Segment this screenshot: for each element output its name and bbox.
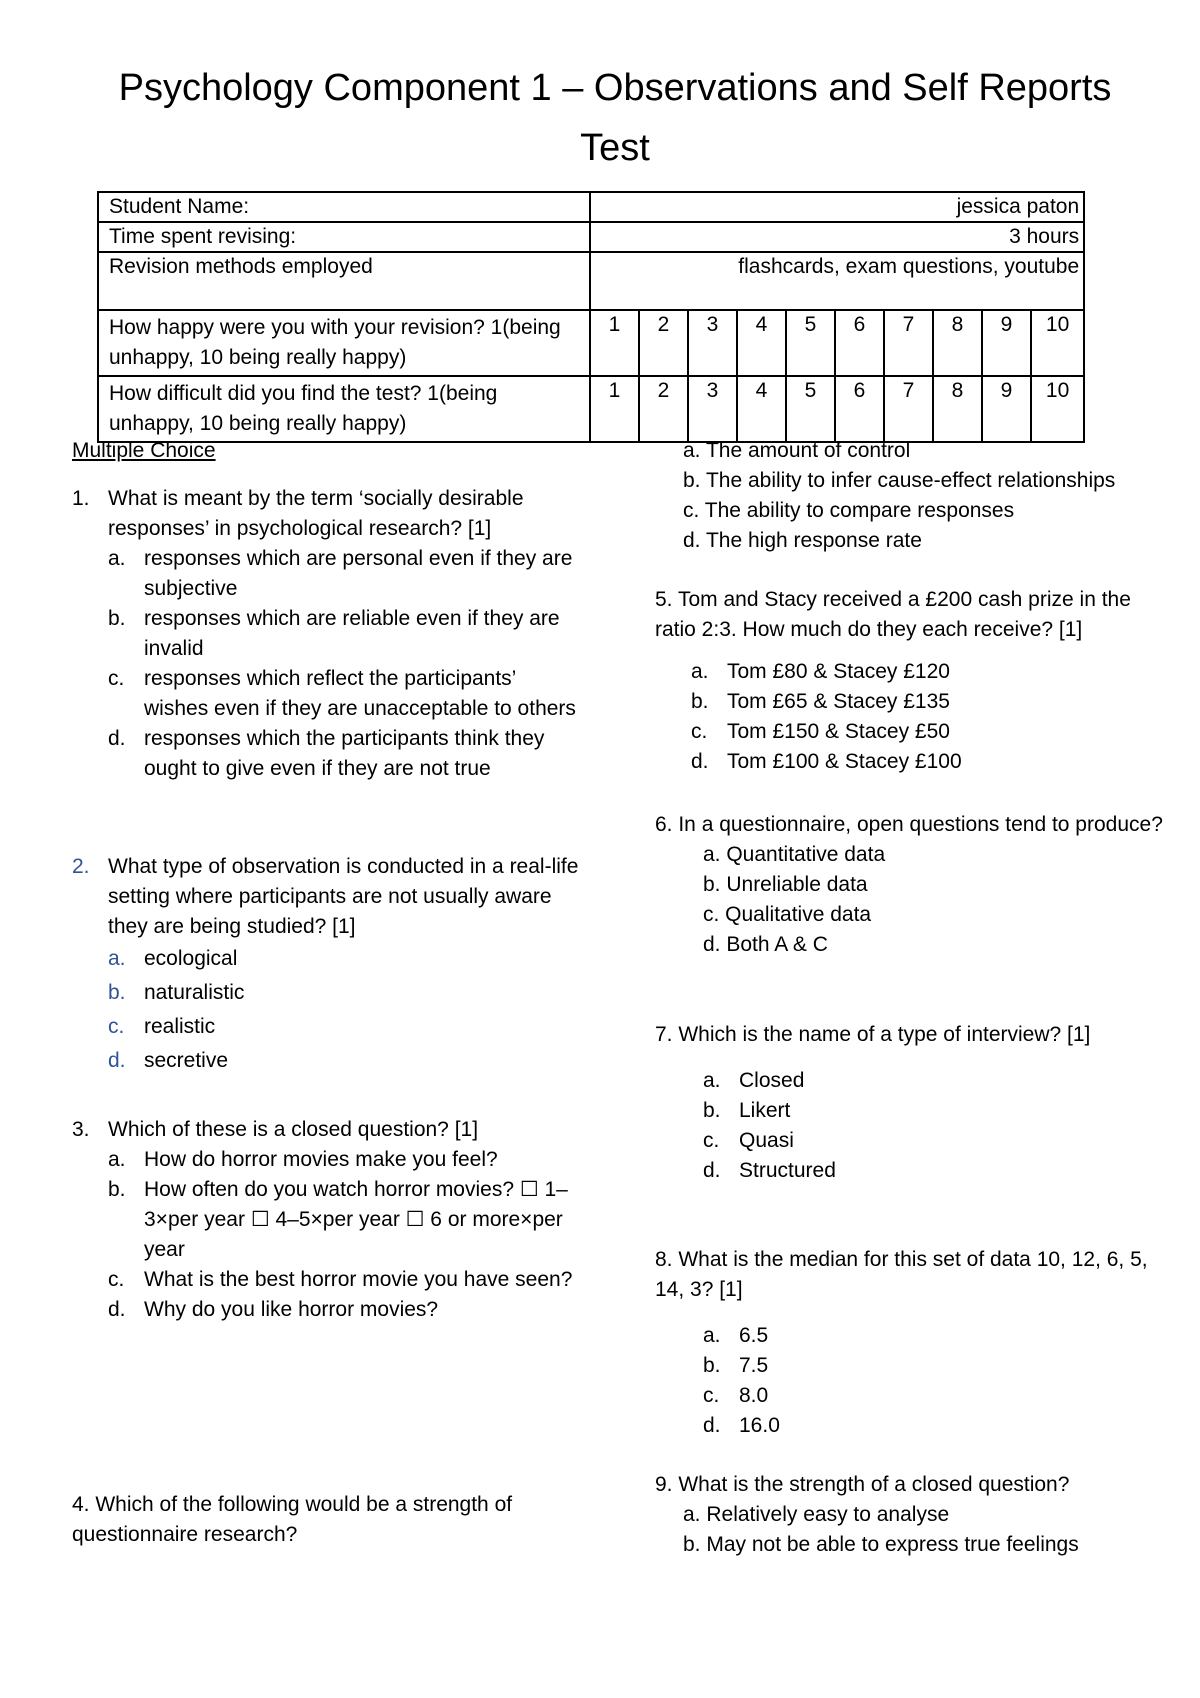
- q8-text: 8. What is the median for this set of data 10, 12, 6, 5, 14, 3? [1]: [655, 1248, 1148, 1301]
- q5-option-a-text: Tom £80 & Stacey £120: [727, 660, 950, 683]
- q8-option-a-letter: a.: [703, 1324, 721, 1347]
- q8-option-d[interactable]: [703, 1411, 1165, 1441]
- q2-option-a[interactable]: [108, 942, 582, 976]
- question-6: [655, 810, 1165, 960]
- question-7: [655, 1020, 1165, 1186]
- q8-option-a-text: 6.5: [739, 1324, 769, 1347]
- q5-option-d-text: Tom £100 & Stacey £100: [727, 750, 962, 773]
- q7-option-b-letter: b.: [703, 1099, 721, 1122]
- q8-option-d-letter: d.: [703, 1414, 721, 1437]
- q2-option-c-text: realistic: [144, 1015, 216, 1038]
- q2-option-b[interactable]: [108, 976, 582, 1010]
- q5-option-a-letter: a.: [691, 660, 709, 683]
- q8-option-b-text: 7.5: [739, 1354, 769, 1377]
- difficult-label: How difficult did you find the test? 1(being unhappy, 10 being really happy): [98, 376, 590, 442]
- q2-text: What type of observation is conducted in a real-life setting where participants are not usually aware they are being studied? [1]: [108, 855, 579, 938]
- q5-option-c-letter: c.: [691, 720, 708, 743]
- q8-option-b[interactable]: [703, 1351, 1165, 1381]
- q3-option-d-text: Why do you like horror movies?: [144, 1298, 439, 1321]
- difficult-scale-9[interactable]: 9: [982, 376, 1031, 442]
- q3-option-a-text: How do horror movies make you feel?: [144, 1148, 498, 1171]
- q5-option-b-letter: b.: [691, 690, 709, 713]
- q7-option-d-letter: d.: [703, 1159, 721, 1182]
- q1-option-b-text: responses which are reliable even if they are invalid: [144, 607, 560, 660]
- time-row: [98, 222, 1084, 252]
- q3-text: Which of these is a closed question? [1]: [108, 1118, 479, 1141]
- happy-scale-6[interactable]: 6: [835, 310, 884, 376]
- difficult-scale-2[interactable]: 2: [639, 376, 688, 442]
- q9-option-a[interactable]: a. Relatively easy to analyse: [683, 1503, 950, 1526]
- q2-option-a-letter: a.: [108, 947, 126, 970]
- q1-option-c[interactable]: [108, 664, 582, 724]
- question-9: [655, 1470, 1165, 1560]
- title-line-1: Psychology Component 1 – Observations and Self Reports: [118, 67, 1112, 109]
- q3-option-d-letter: d.: [108, 1298, 126, 1321]
- multiple-choice-heading: Multiple Choice: [72, 439, 216, 462]
- q7-option-b[interactable]: [703, 1096, 1165, 1126]
- q1-number: 1.: [72, 487, 90, 510]
- q4-option-c[interactable]: c. The ability to compare responses: [683, 499, 1015, 522]
- q8-option-c-letter: c.: [703, 1384, 720, 1407]
- q5-option-b-text: Tom £65 & Stacey £135: [727, 690, 950, 713]
- q8-option-a[interactable]: [703, 1321, 1165, 1351]
- difficult-scale-1[interactable]: 1: [590, 376, 639, 442]
- q1-option-b[interactable]: [108, 604, 582, 664]
- happy-row: [98, 310, 1084, 376]
- q2-option-d[interactable]: [108, 1044, 582, 1078]
- happy-scale-8[interactable]: 8: [933, 310, 982, 376]
- q1-option-a-text: responses which are personal even if they are subjective: [144, 547, 573, 600]
- happy-scale-5[interactable]: 5: [786, 310, 835, 376]
- question-8: [655, 1245, 1165, 1441]
- happy-scale-3[interactable]: 3: [688, 310, 737, 376]
- difficult-scale-6[interactable]: 6: [835, 376, 884, 442]
- q3-option-b[interactable]: [108, 1175, 582, 1265]
- student-name-value[interactable]: jessica paton: [590, 192, 1084, 222]
- q1-option-a[interactable]: [108, 544, 582, 604]
- question-2: [72, 852, 582, 1078]
- q5-option-d[interactable]: [691, 747, 1165, 777]
- question-1: [72, 484, 582, 784]
- q6-option-b[interactable]: b. Unreliable data: [703, 873, 868, 896]
- difficult-scale-5[interactable]: 5: [786, 376, 835, 442]
- q2-option-c-letter: c.: [108, 1015, 125, 1038]
- happy-scale-9[interactable]: 9: [982, 310, 1031, 376]
- q1-option-d-text: responses which the participants think they ought to give even if they are not true: [144, 727, 545, 780]
- q7-option-d[interactable]: [703, 1156, 1165, 1186]
- q7-option-d-text: Structured: [739, 1159, 836, 1182]
- q5-text: 5. Tom and Stacy received a £200 cash prize in the ratio 2:3. How much do they each receive? [1]: [655, 588, 1131, 641]
- q7-option-a[interactable]: [703, 1066, 1165, 1096]
- q2-option-a-text: ecological: [144, 947, 238, 970]
- q3-option-a[interactable]: [108, 1145, 582, 1175]
- q2-number: 2.: [72, 855, 90, 878]
- happy-scale-4[interactable]: 4: [737, 310, 786, 376]
- q1-option-d-letter: d.: [108, 727, 126, 750]
- q2-option-b-letter: b.: [108, 981, 126, 1004]
- q2-option-d-letter: d.: [108, 1049, 126, 1072]
- q4-option-b[interactable]: b. The ability to infer cause-effect relationships: [683, 469, 1116, 492]
- q7-option-a-letter: a.: [703, 1069, 721, 1092]
- q3-option-c-letter: c.: [108, 1268, 125, 1291]
- q2-option-d-text: secretive: [144, 1049, 229, 1072]
- q3-option-a-letter: a.: [108, 1148, 126, 1171]
- q7-option-c[interactable]: [703, 1126, 1165, 1156]
- q5-option-d-letter: d.: [691, 750, 709, 773]
- q1-option-c-text: responses which reflect the participants’ wishes even if they are unacceptable to others: [144, 667, 576, 720]
- q6-option-a[interactable]: a. Quantitative data: [703, 843, 886, 866]
- happy-label: How happy were you with your revision? 1(being unhappy, 10 being really happy): [98, 310, 590, 376]
- question-3: [72, 1115, 582, 1325]
- q7-option-b-text: Likert: [739, 1099, 791, 1122]
- methods-row: [98, 252, 1084, 310]
- methods-label: Revision methods employed: [98, 252, 590, 310]
- happy-scale-2[interactable]: 2: [639, 310, 688, 376]
- q3-option-b-letter: b.: [108, 1178, 126, 1201]
- q3-option-b-text: How often do you watch horror movies? ☐ 1–3×per year ☐ 4–5×per year ☐ 6 or more×per year: [144, 1178, 568, 1261]
- page-title: [60, 58, 1170, 178]
- question-4-options: [655, 436, 1165, 556]
- happy-scale-10[interactable]: 10: [1031, 310, 1084, 376]
- difficult-scale-3[interactable]: 3: [688, 376, 737, 442]
- q5-option-c-text: Tom £150 & Stacey £50: [727, 720, 950, 743]
- difficult-row: [98, 376, 1084, 442]
- mc-heading-block: [72, 436, 582, 466]
- q3-number: 3.: [72, 1118, 90, 1141]
- q1-option-b-letter: b.: [108, 607, 126, 630]
- difficult-scale-7[interactable]: 7: [884, 376, 933, 442]
- q8-option-c-text: 8.0: [739, 1384, 769, 1407]
- q7-option-c-letter: c.: [703, 1129, 720, 1152]
- difficult-scale-8[interactable]: 8: [933, 376, 982, 442]
- q3-option-c-text: What is the best horror movie you have seen?: [144, 1268, 573, 1291]
- q6-option-d[interactable]: d. Both A & C: [703, 933, 828, 956]
- q9-text: 9. What is the strength of a closed question?: [655, 1473, 1070, 1496]
- q1-option-a-letter: a.: [108, 547, 126, 570]
- happy-scale-7[interactable]: 7: [884, 310, 933, 376]
- q8-option-c[interactable]: [703, 1381, 1165, 1411]
- q3-option-d[interactable]: [108, 1295, 582, 1325]
- q2-option-c[interactable]: [108, 1010, 582, 1044]
- q5-option-b[interactable]: [691, 687, 1165, 717]
- q7-option-c-text: Quasi: [739, 1129, 794, 1152]
- q8-option-d-text: 16.0: [739, 1414, 780, 1437]
- student-name-label: Student Name:: [98, 192, 590, 222]
- q6-text: 6. In a questionnaire, open questions tend to produce?: [655, 813, 1163, 836]
- q7-text: 7. Which is the name of a type of interview? [1]: [655, 1023, 1091, 1046]
- q7-option-a-text: Closed: [739, 1069, 805, 1092]
- time-label: Time spent revising:: [98, 222, 590, 252]
- q4-text: 4. Which of the following would be a strength of questionnaire research?: [72, 1493, 513, 1546]
- happy-scale-1[interactable]: 1: [590, 310, 639, 376]
- q9-option-b[interactable]: b. May not be able to express true feelings: [683, 1533, 1079, 1556]
- q8-option-b-letter: b.: [703, 1354, 721, 1377]
- q6-option-c[interactable]: c. Qualitative data: [703, 903, 872, 926]
- q1-option-c-letter: c.: [108, 667, 125, 690]
- student-info-table: [97, 191, 1085, 443]
- q1-text: What is meant by the term ‘socially desirable responses’ in psychological research? [1]: [108, 487, 524, 540]
- time-value[interactable]: 3 hours: [590, 222, 1084, 252]
- question-4-stem: [72, 1490, 582, 1550]
- q4-option-a[interactable]: a. The amount of control: [683, 439, 911, 462]
- q4-option-d[interactable]: d. The high response rate: [683, 529, 922, 552]
- q1-option-d[interactable]: [108, 724, 582, 784]
- q5-option-a[interactable]: [691, 657, 1165, 687]
- difficult-scale-10[interactable]: 10: [1031, 376, 1084, 442]
- q2-option-b-text: naturalistic: [144, 981, 245, 1004]
- difficult-scale-4[interactable]: 4: [737, 376, 786, 442]
- title-line-2: Test: [580, 127, 650, 169]
- q5-option-c[interactable]: [691, 717, 1165, 747]
- q3-option-c[interactable]: [108, 1265, 582, 1295]
- methods-value[interactable]: flashcards, exam questions, youtube: [590, 252, 1084, 310]
- student-name-row: [98, 192, 1084, 222]
- question-5: [655, 585, 1165, 777]
